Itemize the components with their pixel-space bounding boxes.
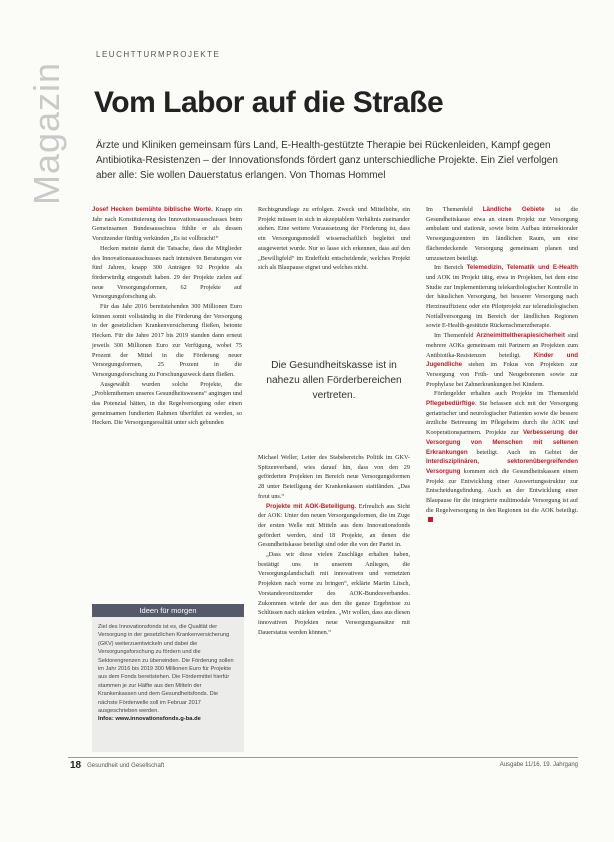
section-label-vertical: Magazin	[26, 61, 67, 205]
paragraph-text: und AOK im Projekt tätig, etwa in Projekten, bei dem eine Studie zur Implementierung telekardiologischer Kontrolle in der häuslichen Versorgung, bei besserer Versorgung nach Herzinsuffizienz oder ein Pilotprojekt zur teleradiologischen Notfallversorgung im Bereich der ländlichen Regionen sowie E-Health-gestützte Rückenschmerztherapie.	[426, 273, 578, 330]
paragraph-text: sind mehrere AOKs gemeinsam mit Partnern an Projekten zum Antibiotika-Resistenzen beteiligt.	[426, 332, 578, 359]
footer-divider	[68, 757, 578, 758]
paragraph	[426, 331, 578, 389]
paragraph-text: stehen im Fokus von Projekten zur Versorgung von Früh- und Neugeborenen sowie zur Prophylaxe bei Zahnerkrankungen bei Kindern.	[426, 361, 578, 388]
paragraph: Ausgewählt wurden solche Projekte, die „Problemthemen unseres Gesundheitswesens“ angingen und das Potenzial hätten, in die Regelversorgung oder einen gemeinsamen fundierten Rahmen überführt zu werden, so Hecken. Die Versorgungsrealität unter sich gebunden	[92, 380, 242, 427]
keyword: Ländliche Gebiete	[482, 206, 545, 213]
paragraph-text: Knapp ein Jahr nach Konstituierung des Innovationsausschusses beim Gemeinsamen Bundesausschuss fühlte er als dessen Vorsitzender fünftig verkünden „Es ist vollbracht!“	[92, 206, 242, 243]
info-box-body	[92, 617, 244, 730]
keyword: Kinder und Jugendliche	[426, 351, 579, 369]
paragraph-text: Fördergelder erhalten auch Projekte im Themenfeld	[434, 390, 578, 398]
keyword: Verbesserung der Versorgung von Menschen mit seltenen Erkrankungen	[426, 429, 578, 456]
keyword: Telemedizin, Telematik und E-Health	[466, 264, 578, 272]
paragraph	[426, 263, 578, 331]
page-footer	[70, 760, 578, 771]
article-title: Vom Labor auf die Straße	[94, 86, 444, 119]
keyword: Pflegebedürftige	[426, 400, 475, 408]
subhead: Josef Hecken bemühte biblische Worte.	[92, 206, 213, 213]
info-box-text: Ziel des Innovationsfonds ist es, die Qualität der Versorgung in der gesetzlichen Krankenversicherung (GKV) weiterzuentwickeln und dabei die Versorgungsforschung zu fördern und die Sektorengrenzen zu überwinden. Die Förderung sollen im Jahr 2016 bis 2019 300 Millionen Euro für Projekte aus dem Fonds bereitstehen. Die Fördermittel hierfür stammen je zur Hälfte aus den Mitteln der Krankenkassen und dem Gesundheitsfonds. Die nächste Förderwelle soll im Februar 2017 ausgeschrieben werden.	[98, 624, 234, 715]
pull-quote: Die Gesundheitskasse ist in nahezu allen Förderbereichen vertreten.	[266, 360, 402, 401]
info-box-heading: Ideen für morgen	[92, 604, 244, 617]
paragraph: Hecken meinte damit die Tatsache, dass die Mitglieder des Innovationsausschusses nach intensiven Beratungen vor fünf Jahren, knapp 300 Anträgen 92 Projekte als förderwürdig eingestuft haben. 29 der Projekte zielen auf neue Versorgungsformen, 62 Projekte auf Versorgungsforschung ab.	[92, 244, 242, 301]
paragraph-text: Erfreulich aus Sicht der AOK: Unter den neuen Versorgungsformen, die im Zuge der ersten Welle mit Mitteln aus dem Innovationsfonds gefördert werden, sind 18 Projekte, an denen die Gesundheitskasse beteiligt sind oder die von der Partei in.	[258, 502, 411, 549]
paragraph-text: Im Bereich	[434, 264, 467, 272]
paragraph: Michael Weller, Leiter des Stabsbereichs Politik im GKV-Spitzenverband, wies darauf hin, dass von den 29 geförderten Projekten im Bereich neue Versorgungsformen 28 unter Beteiligung der Krankenkassen stattfänden. „Das freut uns.“	[258, 454, 410, 500]
keyword: Interdisziplinären, sektorenübergreifenden Versorgung	[426, 458, 578, 475]
paragraph-text: Im Themenfeld	[434, 332, 477, 340]
info-box-link[interactable]: Infos: www.innovationsfonds.g-ba.de	[98, 716, 201, 723]
column-2-lower	[258, 453, 410, 637]
subhead: Projekte mit AOK-Beteiligung.	[266, 502, 357, 510]
paragraph: Für das Jahr 2016 bereitstehenden 300 Millionen Euro können somit vollständig in die Förderung der Versorgung in der gesetzlichen Krankenversicherung fließen, betonte Hecken. Für die Jahre 2017 bis 2019 standen dann erneut jeweils 300 Millionen Euro zur Verfügung, wobei 75 Prozent der Mittel in die Förderung neuer Versorgungsformen, 25 Prozent in die Versorgungsforschung zu Forschungszweck dann fließen.	[92, 303, 242, 378]
keyword: Arzneimitteltherapiesicherheit	[476, 332, 565, 340]
end-mark-icon	[428, 517, 433, 522]
issue-info: Ausgabe 11/16, 19. Jahrgang	[499, 762, 578, 768]
article-lead: Ärzte und Kliniken gemeinsam fürs Land, E-Health-gestützte Therapie bei Rückenleiden, Kampf gegen Antibiotika-Resistenzen – der Innovationsfonds fördert ganz unterschiedliche Projekte. Ein Ziel verfolgen aber alle: Sie wollen Dauerstatus erlangen. Von Thomas Hommel	[96, 140, 558, 181]
info-box	[92, 604, 244, 752]
paragraph-text: ist die Gesundheitskasse etwa an einem Projekt zur Versorgung ambulant und stationär, sowie beim Aufbau intersektoraler Versorgungszentren im ländlichen Raum, um eine flächendeckende Versorgung gemeinsam planen und umzusetzen beteiligt.	[426, 206, 579, 262]
paragraph-text: beteiligt. Auch im Gebiet der	[467, 448, 578, 456]
page-number: 18	[70, 760, 82, 771]
publication-name: Gesundheit und Gesellschaft	[87, 763, 165, 770]
paragraph-text: Im Themenfeld	[426, 206, 483, 213]
paragraph	[92, 205, 242, 244]
paragraph	[258, 502, 410, 551]
kicker: LEUCHTTURMPROJEKTE	[96, 50, 221, 59]
column-3	[426, 205, 578, 525]
paragraph	[426, 205, 578, 263]
paragraph: „Dass wir diese vielen Zuschläge erhalten haben, bestätigt uns in unserem Anliegen, die Versorgungslandschaft mit innovativen und vernetzten Projekten nach vorne zu bringen“, erklärte Martin Litsch, Vorstandsvorsitzender des AOK-Bundesverbandes. Zukommen würde der aus den die ganze Ergebnisse zu Schlüssen nach stärken würden. „Wir wollen, dass aus diesen innovativen Projekten neue Versorgungsansätze mit Dauerstatus werden können.“	[258, 551, 410, 636]
paragraph	[426, 389, 578, 525]
paragraph: Rechtsgrundlage zu erfolgen. Zweck und Mittelhöhe, ein Projekt müssen in sich in akzeptablem Verhältnis zueinander stehen. Eine weitere Voraussetzung der Förderung ist, dass ein Versorgungsmodell wissenschaftlich begleitet und ausgewertet wurde. Nur so lasse sich erkennen, dass auf den „Bewilligfeld“ im Endeffekt entscheidende, welches Projekt sich als Blaupause eignet und welches nicht.	[258, 206, 410, 272]
paragraph-text: . Sie befassen sich mit der Versorgung geriatrischer und neurologischer Patienten sowie die bessere ärztliche Betreuung im Pflegeheim durch die AOK und Kooperationspartnern. Projekte zur	[426, 400, 578, 437]
paragraph-text: kommen sich die Gesundheitskassen einem Projekt zur Entwicklung einer Auswertungsstruktur zur Entscheidungsfindung. Auch an der Entwicklung einer Blaupause für die integrierte multimodale Versorgung ist auf die Regelversorgung in den Regionen ist die AOK beteiligt.	[426, 467, 578, 514]
column-1	[92, 205, 242, 428]
